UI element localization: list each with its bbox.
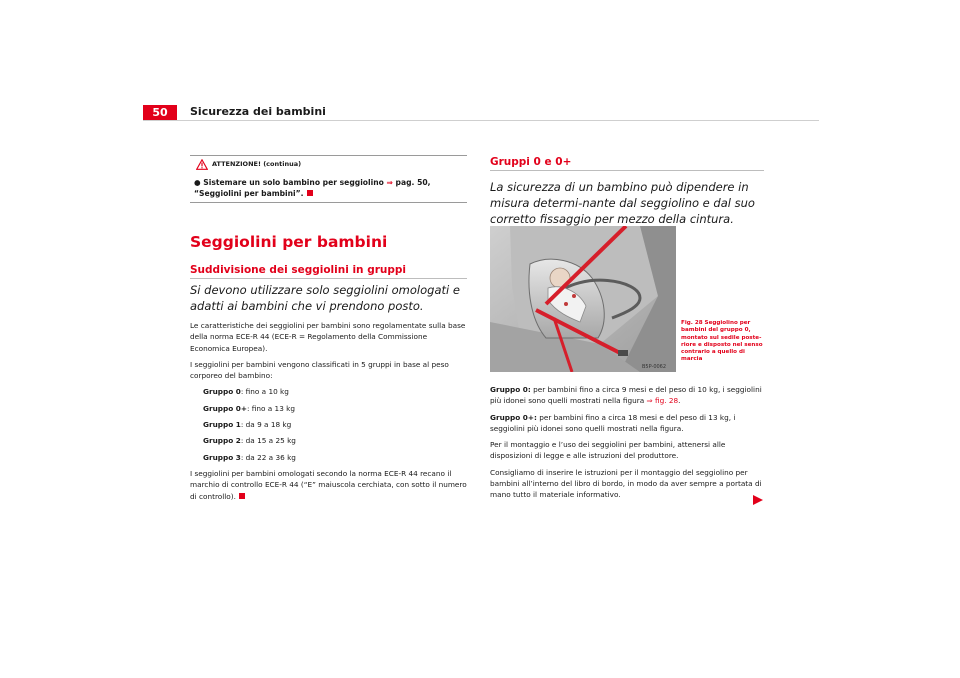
- chapter-title: Sicurezza dei bambini: [190, 105, 326, 118]
- paragraph-advice: Consigliamo di inserire le istruzioni per il montaggio del seggiolino per bambini all’interno del libro di bordo, in modo da aver sempre a portata di mano tutto il materiale informativo.: [490, 467, 762, 500]
- group-list: [203, 386, 467, 462]
- subsection-divider: [490, 170, 764, 171]
- arrow-right-icon: ⇒: [646, 396, 653, 406]
- warning-link[interactable]: pag. 50, “Seggiolini per bambini”.: [194, 178, 431, 198]
- warning-bottom-divider: [190, 202, 467, 203]
- paragraph-control-mark: I seggiolini per bambini omologati secondo la norma ECE-R 44 recano il marchio di controllo ECE-R 44 (“E” maiuscola cerchiata, con sotto il numero di controllo).: [190, 468, 467, 501]
- warning-triangle-icon: [196, 159, 208, 170]
- figure-child-seat: [490, 226, 676, 372]
- warning-instruction: Sistemare un solo bambino per seggiolino: [203, 178, 384, 187]
- paragraph-regulations: Per il montaggio e l’uso dei seggiolini per bambini, attenersi alle disposizioni di legge e alle istruzioni del produttore.: [490, 440, 726, 461]
- end-of-section-icon: [307, 190, 313, 196]
- paragraph-groups-intro: I seggiolini per bambini vengono classificati in 5 gruppi in base al peso corporeo del bambino:: [190, 359, 449, 381]
- list-item: Gruppo 1: da 9 a 18 kg: [203, 420, 292, 430]
- warning-text: [194, 177, 466, 199]
- header-divider: [143, 120, 819, 121]
- end-of-section-icon: [239, 493, 245, 499]
- next-page-arrow-icon[interactable]: [752, 494, 764, 506]
- lead-paragraph: La sicurezza di un bambino può dipendere in misura determi-nante dal seggiolino e dal suo corretto fissaggio per mezzo della cintura.: [490, 180, 755, 226]
- figure-code: B5P-0062: [642, 364, 667, 370]
- list-item: Gruppo 0+: fino a 13 kg: [203, 403, 296, 413]
- list-item: Gruppo 3: da 22 a 36 kg: [203, 452, 296, 462]
- arrow-right-icon: ⇒: [386, 178, 393, 187]
- body-text-right: [490, 384, 770, 506]
- figure-link[interactable]: fig. 28: [654, 396, 679, 406]
- child-seat-illustration: [490, 226, 676, 372]
- warning-top-divider: [190, 155, 467, 156]
- paragraph-ece-norm: Le caratteristiche dei seggiolini per bambini sono regolamentate sulla base della norma ECE-R 44 (ECE-R = Regolamento della Commissione Economica Europea).: [190, 321, 466, 353]
- body-text-left: [190, 320, 467, 507]
- subsection-title: Suddivisione dei seggiolini in gruppi: [190, 264, 406, 276]
- list-item: Gruppo 2: da 15 a 25 kg: [203, 436, 296, 446]
- paragraph-group-0plus: Gruppo 0+: per bambini fino a circa 18 mesi e del peso di 13 kg, i seggiolini più idonei sono quelli mostrati nella figura.: [490, 412, 736, 433]
- list-item: Gruppo 0: fino a 10 kg: [203, 387, 289, 397]
- section-title: Seggiolini per bambini: [190, 233, 388, 251]
- page-number: 50: [143, 105, 177, 121]
- subsection-title: Gruppi 0 e 0+: [490, 156, 572, 168]
- lead-paragraph: Si devono utilizzare solo seggiolini omologati e adatti ai bambini che vi prendono posto.: [190, 283, 460, 313]
- bullet-icon: ●: [194, 178, 201, 187]
- paragraph-group-0: Gruppo 0: per bambini fino a circa 9 mesi e del peso di 10 kg, i seggiolini più idonei sono quelli mostrati nella figura ⇒ fig. 28.: [490, 385, 762, 406]
- figure-caption: Fig. 28 Seggiolino per bambini del gruppo 0, montato sul sedile poste-riore e disposto nel senso contrario a quello di marcia: [681, 320, 763, 363]
- subsection-divider: [190, 278, 467, 279]
- warning-label: ATTENZIONE! (continua): [212, 160, 302, 168]
- warning-box: [190, 155, 467, 203]
